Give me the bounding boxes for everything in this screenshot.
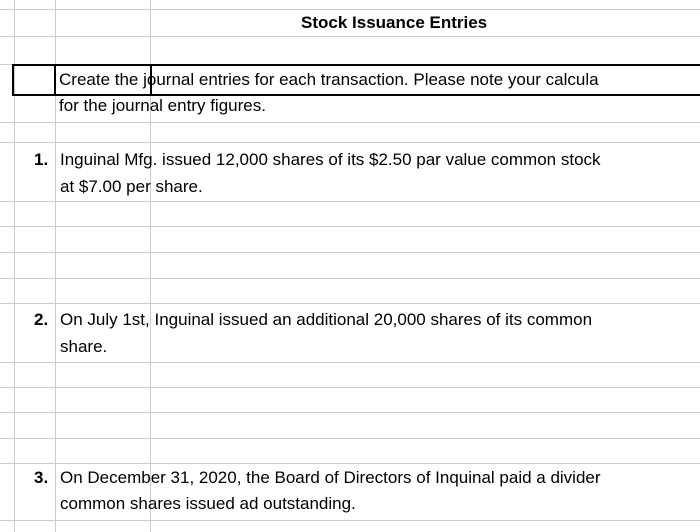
transaction-1-line-1: Inguinal Mfg. issued 12,000 shares of its $2.50 par value common stock: [60, 150, 601, 169]
row-line: [0, 201, 700, 202]
row-line: [0, 9, 700, 10]
row-line: [0, 412, 700, 413]
transaction-3-line-2: common shares issued ad outstanding.: [60, 494, 356, 513]
instructions-line-1: Create the journal entries for each transaction. Please note your calcula: [59, 70, 599, 89]
transaction-number-2: 2.: [34, 310, 49, 329]
transaction-2-line-2: share.: [60, 337, 108, 356]
sheet-title: Stock Issuance Entries: [301, 13, 488, 32]
row-line: [0, 303, 700, 304]
transaction-2-line-1: On July 1st, Inguinal issued an additional 20,000 shares of its common: [60, 310, 593, 329]
row-line: [0, 463, 700, 464]
row-line: [0, 387, 700, 388]
row-line: [0, 142, 700, 143]
row-line: [0, 278, 700, 279]
transaction-3-line-1: On December 31, 2020, the Board of Directors of Inquinal paid a divider: [60, 468, 601, 487]
row-line: [0, 122, 700, 123]
row-line: [0, 252, 700, 253]
row-line: [0, 362, 700, 363]
instructions-line-2: for the journal entry figures.: [59, 96, 266, 115]
row-line: [0, 520, 700, 521]
transaction-1-line-2: at $7.00 per share.: [60, 177, 203, 196]
transaction-number-3: 3.: [34, 468, 49, 487]
transaction-number-1: 1.: [34, 150, 49, 169]
row-line: [0, 36, 700, 37]
row-line: [0, 226, 700, 227]
row-line: [0, 438, 700, 439]
